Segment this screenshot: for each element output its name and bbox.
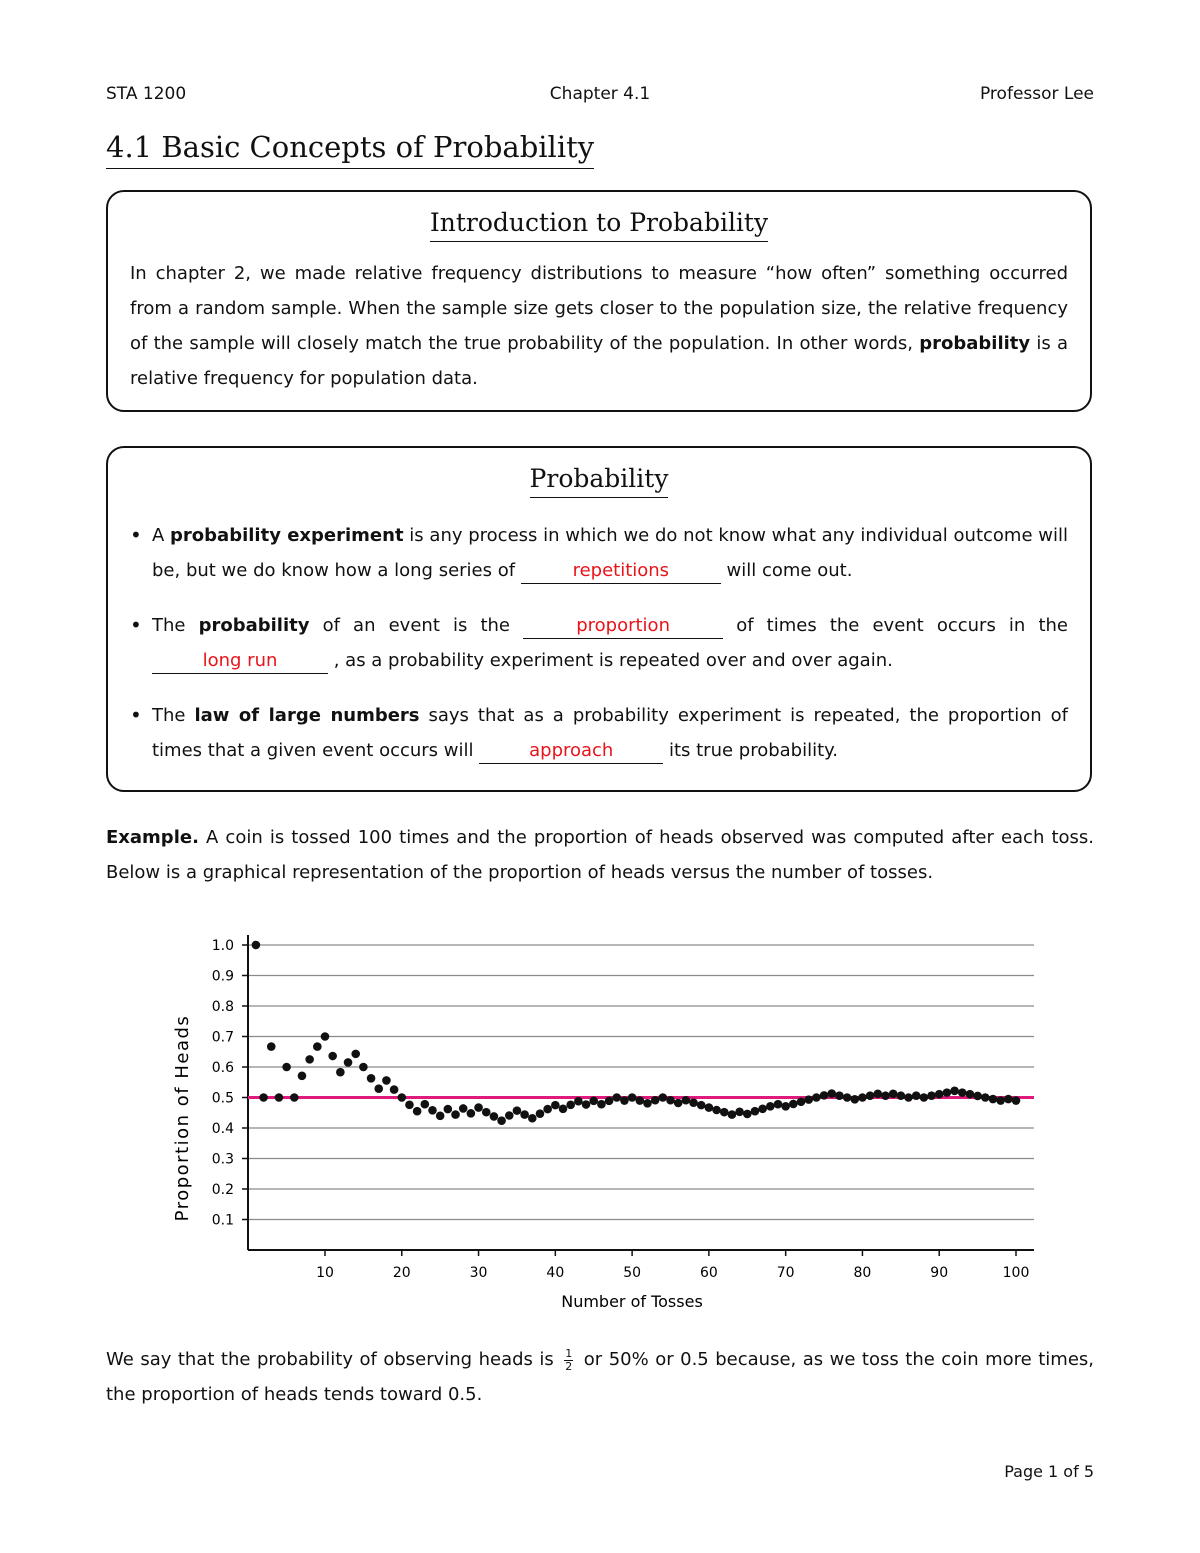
proportion-heads-chart [0, 920, 1200, 1340]
data-point [275, 1093, 284, 1102]
y-tick-label: 0.8 [211, 999, 234, 1015]
data-point [444, 1105, 453, 1114]
data-point [659, 1093, 668, 1102]
data-point [313, 1042, 322, 1051]
intro-paragraph: In chapter 2, we made relative frequency distributions to measure “how often” something occurred from a random sample. When the sample size gets closer to the population size, the relative frequency of the sample will closely match the true probability of the population. In other words, probability is a relative frequency for population data. [130, 263, 1068, 389]
data-point [989, 1095, 998, 1104]
data-point [382, 1076, 391, 1085]
data-point [674, 1099, 683, 1108]
x-tick-label: 90 [930, 1265, 949, 1281]
data-point [735, 1108, 744, 1117]
data-point [643, 1099, 652, 1108]
x-tick-label: 30 [469, 1265, 488, 1281]
data-point [259, 1093, 268, 1102]
data-point [374, 1084, 383, 1093]
data-point [367, 1074, 376, 1083]
data-point [881, 1091, 890, 1100]
data-point [889, 1090, 898, 1099]
probability-box [106, 446, 1092, 792]
data-point [490, 1112, 499, 1121]
bullet-probability-experiment: • A probability experiment is any process in which we do not know what any individual outcome will be, but we do know how a long series of repetitions will come out. [130, 518, 1068, 588]
data-point [559, 1104, 568, 1113]
x-axis-label: Number of Tosses [561, 1292, 703, 1311]
data-point [252, 941, 261, 950]
data-point [459, 1104, 468, 1113]
data-point [589, 1097, 598, 1106]
data-point [766, 1102, 775, 1111]
data-point [390, 1085, 399, 1094]
data-point [781, 1102, 790, 1111]
data-point [820, 1091, 829, 1100]
x-tick-label: 100 [1002, 1265, 1030, 1281]
data-point [827, 1089, 836, 1098]
y-tick-label: 0.5 [211, 1090, 234, 1107]
data-point [551, 1101, 560, 1110]
answer-blank-long-run: long run [152, 649, 328, 674]
data-point [359, 1063, 368, 1072]
data-point [336, 1068, 345, 1077]
x-tick-label: 20 [392, 1265, 411, 1281]
y-axis-label: Proportion of Heads [172, 1014, 193, 1222]
data-point [497, 1116, 506, 1125]
data-point [574, 1097, 583, 1106]
answer-blank-repetitions: repetitions [521, 559, 721, 584]
data-point [467, 1109, 476, 1118]
y-tick-label: 0.4 [211, 1121, 234, 1137]
data-point [935, 1090, 944, 1099]
data-point [321, 1032, 330, 1041]
data-point [774, 1100, 783, 1109]
y-tick-label: 0.9 [211, 968, 234, 985]
bullet-law-of-large-numbers: • The law of large numbers says that as a probability experiment is repeated, the proportion of times that a given event occurs will approach its true probability. [130, 698, 1068, 768]
data-point [874, 1090, 883, 1099]
data-point [812, 1093, 821, 1102]
data-point [897, 1091, 906, 1100]
data-point [405, 1101, 414, 1110]
answer-blank-proportion: proportion [523, 614, 723, 639]
data-point [943, 1088, 952, 1097]
data-point [282, 1063, 291, 1072]
data-point [728, 1110, 737, 1119]
bullet-probability-definition: • The probability of an event is the proportion of times the event occurs in the long run , as a probability experiment is repeated over and over again. [130, 608, 1068, 678]
data-point [305, 1055, 314, 1064]
data-point [1004, 1095, 1013, 1104]
y-tick-label: 0.1 [211, 1212, 234, 1229]
data-point [520, 1110, 529, 1119]
data-point [835, 1091, 844, 1100]
data-point [421, 1100, 430, 1109]
y-tick-label: 0.6 [211, 1060, 234, 1076]
data-point [682, 1096, 691, 1105]
x-tick-label: 50 [623, 1265, 642, 1281]
x-tick-label: 10 [316, 1265, 334, 1281]
data-point [290, 1093, 299, 1102]
data-point [981, 1093, 990, 1102]
y-tick-label: 0.2 [211, 1182, 234, 1198]
page-title: 4.1 Basic Concepts of Probability [106, 130, 594, 169]
data-point [904, 1093, 913, 1102]
data-point [566, 1101, 575, 1110]
data-point [528, 1114, 537, 1123]
data-point [328, 1052, 337, 1061]
data-point [996, 1096, 1005, 1105]
data-point [267, 1042, 276, 1051]
data-point [850, 1095, 859, 1104]
intro-bold-term: probability [919, 333, 1031, 354]
data-point [582, 1100, 591, 1109]
data-point [743, 1110, 752, 1119]
x-tick-label: 60 [699, 1265, 718, 1281]
data-point [950, 1086, 959, 1095]
data-point [597, 1100, 606, 1109]
data-point [866, 1091, 875, 1100]
x-tick-label: 40 [546, 1265, 565, 1281]
data-point [505, 1111, 514, 1120]
intro-box [106, 190, 1092, 412]
data-point [966, 1090, 975, 1099]
data-point [635, 1096, 644, 1105]
data-point [858, 1093, 867, 1102]
data-point [720, 1108, 729, 1117]
data-point [789, 1100, 798, 1109]
example-label: Example. [106, 827, 199, 848]
data-point [474, 1103, 483, 1112]
conclusion-paragraph: We say that the probability of observing heads is $\frac{1}{2}$ or 50% or 0.5 because, as we toss the coin more times, the proportion of heads tends toward 0.5. [106, 1346, 1094, 1405]
data-point [912, 1091, 921, 1100]
x-tick-label: 80 [853, 1265, 872, 1281]
data-point [605, 1097, 614, 1106]
data-point [751, 1107, 760, 1116]
page-number: Page 1 of 5 [1004, 1462, 1094, 1481]
data-point [428, 1106, 437, 1115]
data-point [351, 1050, 360, 1059]
data-point [620, 1096, 629, 1105]
header-course: STA 1200 [106, 84, 187, 104]
data-point [536, 1109, 545, 1118]
data-point [513, 1106, 522, 1115]
data-point [797, 1097, 806, 1106]
data-point [298, 1072, 307, 1081]
data-point [436, 1112, 445, 1121]
y-tick-label: 0.3 [211, 1151, 234, 1168]
data-point [712, 1106, 721, 1115]
y-tick-label: 1.0 [211, 938, 234, 954]
data-point [397, 1093, 406, 1102]
y-tick-label: 0.7 [211, 1029, 234, 1046]
data-point [973, 1092, 982, 1101]
example-paragraph: Example. A coin is tossed 100 times and the proportion of heads observed was computed after each toss. Below is a graphical representation of the proportion of heads versus the number of tosses. [106, 827, 1094, 883]
data-point [927, 1091, 936, 1100]
header-instructor: Professor Lee [979, 84, 1094, 104]
intro-box-title: Introduction to Probability [430, 208, 768, 242]
data-point [543, 1105, 552, 1114]
data-point [628, 1093, 637, 1102]
data-point [958, 1088, 967, 1097]
data-point [705, 1103, 714, 1112]
data-point [843, 1093, 852, 1102]
data-point [666, 1096, 675, 1105]
data-point [689, 1098, 698, 1107]
data-point [612, 1093, 621, 1102]
data-point [758, 1104, 767, 1113]
fraction-one-half: $\frac{1}{2}$ [565, 1346, 573, 1373]
header-chapter: Chapter 4.1 [549, 84, 651, 104]
answer-blank-approach: approach [479, 739, 663, 764]
data-point [651, 1096, 660, 1105]
data-point [451, 1110, 460, 1119]
probability-box-title: Probability [530, 464, 669, 498]
data-point [920, 1093, 929, 1102]
data-point [1012, 1096, 1021, 1105]
data-point [482, 1108, 491, 1117]
data-point [344, 1058, 353, 1067]
x-tick-label: 70 [776, 1265, 795, 1281]
data-point [697, 1101, 706, 1110]
data-point [413, 1107, 422, 1116]
data-point [804, 1095, 813, 1104]
